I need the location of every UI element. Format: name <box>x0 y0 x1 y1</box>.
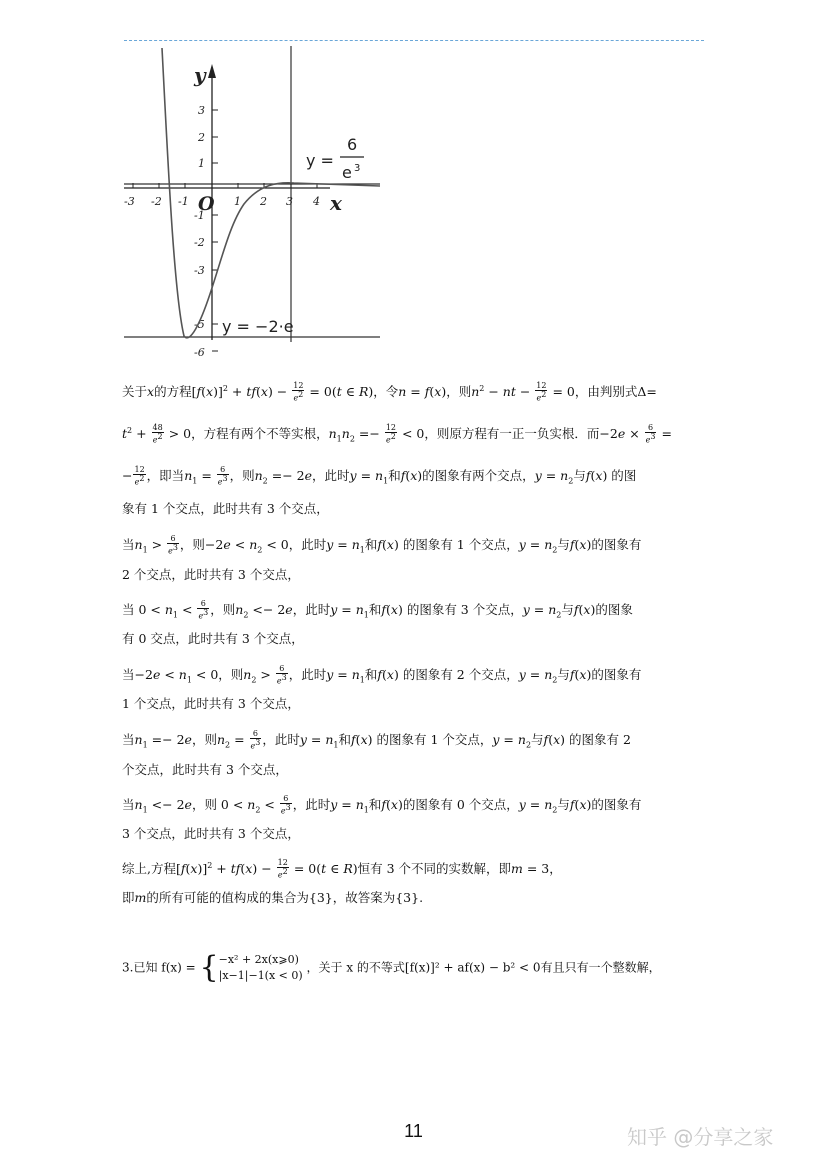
solution-line: 即m的所有可能的值构成的集合为{3}，故答案为{3}. <box>122 890 424 905</box>
solution-line: 当 $0 < n_1$ < $\frac{6}{e3}$ ，则$n_2 <- 2e$，此时$y = n_1$和f(x) 的图象有 3 个交点，$y = n_2$与f(x)的图象 <box>122 599 633 621</box>
x-tick-label: 2 <box>260 195 267 208</box>
solution-line: 当$n_1 <- 2e$，则 $0 < n_2$ < $\frac{6}{e3}$ ，此时$y = n_1$和f(x)的图象有 0 个交点，$y = n_2$与f(x)的图象有 <box>122 794 642 816</box>
solution-line: 当$-2e < n_1 < 0$，则$n_2$ > $\frac{6}{e3}$ ，此时$y = n_1$和f(x) 的图象有 2 个交点，$y = n_2$与f(x)的图象有 <box>122 664 642 686</box>
upper-label-numerator: 6 <box>347 135 358 154</box>
solution-line: 3 个交点，此时共有 3 个交点， <box>122 826 300 841</box>
origin-label: O <box>198 193 215 215</box>
x-tick-label: -2 <box>151 195 162 208</box>
page-number: 11 <box>404 1121 423 1141</box>
y-tick-label: 1 <box>198 157 205 170</box>
solution-line: − $\frac{12}{e2}$ ，即当$n_1$ = $\frac{6}{e3}$ ，则$n_2 =- 2e$，此时$y = n_1$和f(x)的图象有两个交点，$y = n_2$与f(x) 的图 <box>122 465 637 487</box>
x-axis-label: x <box>330 191 342 215</box>
solution-line: 1 个交点，此时共有 3 个交点， <box>122 696 300 711</box>
solution-line: 象有 1 个交点，此时共有 3 个交点， <box>122 501 329 516</box>
lower-label: y = −2·e <box>222 317 294 336</box>
case-1: −x² + 2x(x⩾0) <box>218 953 299 966</box>
solution-line: 当$n_1 =- 2e$，则$n_2$ = $\frac{6}{e3}$ ，此时$y = n_1$和f(x) 的图象有 1 个交点，$y = n_2$与f(x) 的图象有 2 <box>122 729 631 751</box>
solution-line: 有 0 交点，此时共有 3 个交点， <box>122 631 304 646</box>
case-2: |x−1|−1(x < 0) <box>218 969 303 982</box>
header-rule <box>124 40 704 41</box>
x-tick-label: -1 <box>178 195 189 208</box>
question-3-prefix: 3.已知 f(x) = <box>122 960 196 975</box>
solution-line: 关于x的方程$[f(x)]^2 + tf(x)$ − $\frac{12}{e2}$ = 0(t ∈ R)，令n = f(x)，则$n^2$ − nt − $\frac{12}{e2}$ = 0，由判别式Δ= <box>122 381 657 403</box>
solution-line: $t^2$ + $\frac{48}{e2}$ > 0，方程有两个不等实根，$n_1n_2$ =− $\frac{12}{e2}$ < 0，则原方程有一正一负实根．而−2e × $\frac{6}{e3}$ = <box>122 423 672 445</box>
x-tick-label: -3 <box>124 195 135 208</box>
upper-label-exponent: 3 <box>354 163 361 174</box>
y-tick-label: 3 <box>198 104 205 117</box>
x-tick-label: 3 <box>286 195 293 208</box>
y-tick-label: -2 <box>194 236 205 249</box>
upper-label-denominator: e <box>342 163 352 182</box>
solution-line: 综上,方程$[f(x)]^2 + tf(x)$ − $\frac{12}{e2}$ = 0(t ∈ R)恒有 3 个不同的实数解，即m = 3， <box>122 858 562 880</box>
solution-line: 2 个交点，此时共有 3 个交点， <box>122 567 300 582</box>
solution-line: 个交点，此时共有 3 个交点， <box>122 762 288 777</box>
y-axis-label: y <box>194 63 206 87</box>
x-tick-label: 1 <box>234 195 241 208</box>
upper-label: y = <box>306 151 334 170</box>
function-graph <box>118 44 388 359</box>
y-tick-label: -5 <box>194 318 205 331</box>
y-tick-label: -1 <box>194 209 205 222</box>
y-tick-label: -3 <box>194 264 205 277</box>
y-axis-arrow <box>208 64 216 78</box>
watermark: 知乎 @分享之家 <box>627 1125 774 1149</box>
question-3-suffix: ，关于 x 的不等式[f(x)]² + af(x) − b² < 0有且只有一个整数解， <box>306 960 661 975</box>
question-3: 3.已知 f(x) = {−x² + 2x(x⩾0) |x−1|−1(x < 0) ，关于 x 的不等式[f(x)]² + af(x) − b² < 0有且只有一个整数解， <box>122 950 661 985</box>
function-curve <box>162 48 380 338</box>
y-tick-label: 2 <box>198 131 205 144</box>
y-tick-label: -6 <box>194 346 205 359</box>
x-tick-label: 4 <box>313 195 320 208</box>
solution-line: 当$n_1$ > $\frac{6}{e3}$ ，则$-2e < n_2 < 0$，此时$y = n_1$和f(x) 的图象有 1 个交点，$y = n_2$与f(x)的图象有 <box>122 534 642 556</box>
